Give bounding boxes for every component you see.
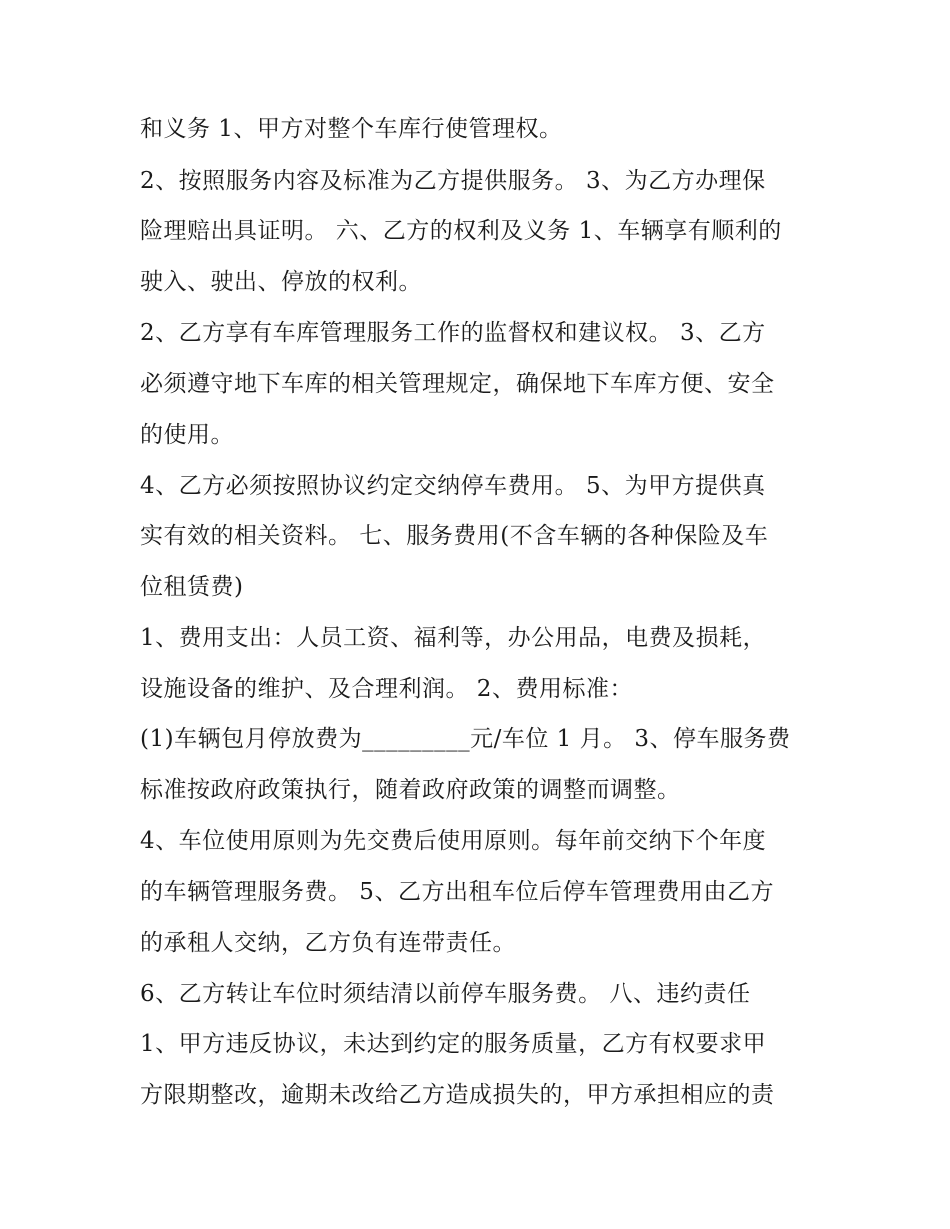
text-line: 4、车位使用原则为先交费后使用原则。每年前交纳下个年度 [140,828,767,854]
text-line: 1、费用支出：人员工资、福利等，办公用品，电费及损耗， [140,625,767,651]
text-line: 险理赔出具证明。 六、乙方的权利及义务 1、车辆享有顺利的 [140,218,782,244]
text-line: 方限期整改，逾期未改给乙方造成损失的，甲方承担相应的责 [140,1082,775,1108]
text-line: 必须遵守地下车库的相关管理规定，确保地下车库方便、安全 [140,371,775,397]
text-line: 的承租人交纳，乙方负有连带责任。 [140,930,516,956]
text-line: 实有效的相关资料。 七、服务费用(不含车辆的各种保险及车 [140,523,769,549]
text-line: 2、乙方享有车库管理服务工作的监督权和建议权。 3、乙方 [140,320,766,346]
text-line: 1、甲方违反协议，未达到约定的服务质量，乙方有权要求甲 [140,1031,767,1057]
text-line: 4、乙方必须按照协议约定交纳停车费用。 5、为甲方提供真 [140,473,766,499]
text-line: 位租赁费) [140,574,244,600]
text-line: 设施设备的维护、及合理利润。 2、费用标准： [140,676,633,702]
text-line: 6、乙方转让车位时须结清以前停车服务费。 八、违约责任 [140,981,751,1007]
text-line: 标准按政府政策执行，随着政府政策的调整而调整。 [140,777,681,803]
text-line: 2、按照服务内容及标准为乙方提供服务。 3、为乙方办理保 [140,168,766,194]
text-line: 的车辆管理服务费。 5、乙方出租车位后停车管理费用由乙方 [140,879,774,905]
text-line: (1)车辆包月停放费为_________元/车位 1 月。 3、停车服务费 [140,726,791,752]
text-line: 和义务 1、甲方对整个车库行使管理权。 [140,116,563,142]
text-line: 的使用。 [140,422,234,448]
text-line: 驶入、驶出、停放的权利。 [140,269,422,295]
